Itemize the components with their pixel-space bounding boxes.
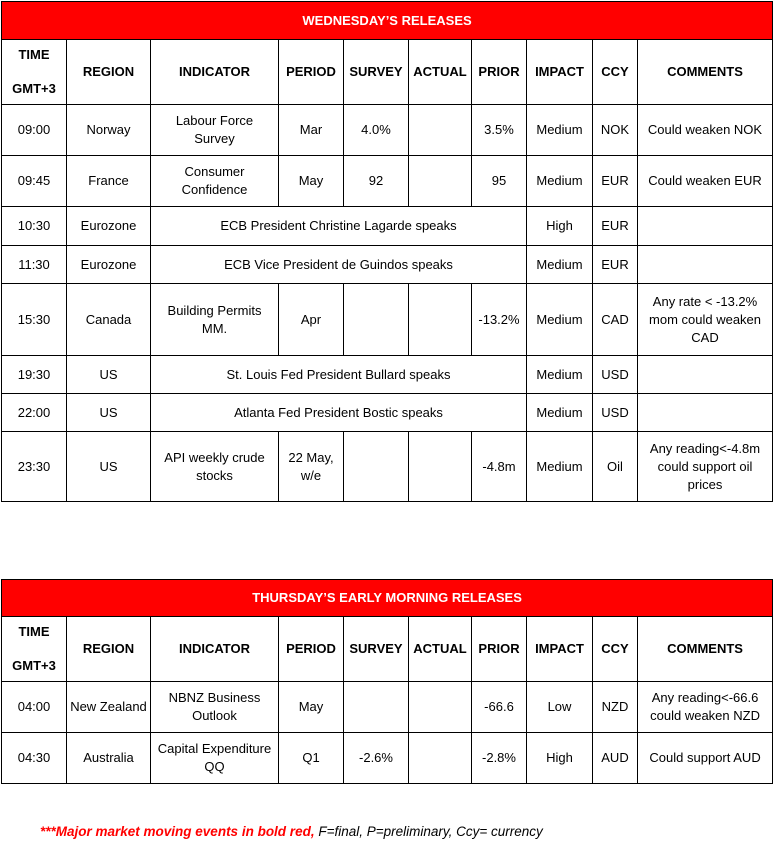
cell-indicator: ECB President Christine Lagarde speaks bbox=[151, 207, 527, 246]
cell-prior: -66.6 bbox=[472, 682, 527, 733]
cell-actual bbox=[409, 432, 472, 502]
cell-indicator: Building Permits MM. bbox=[151, 284, 279, 356]
cell-indicator: API weekly crude stocks bbox=[151, 432, 279, 502]
cell-time: 11:30 bbox=[2, 246, 67, 284]
cell-ccy: CAD bbox=[593, 284, 638, 356]
cell-actual bbox=[409, 733, 472, 784]
cell-time: 09:00 bbox=[2, 105, 67, 156]
wednesday-releases-table bbox=[1, 1, 773, 502]
header-ccy: CCY bbox=[593, 617, 638, 682]
table-row bbox=[2, 733, 773, 784]
cell-time: 10:30 bbox=[2, 207, 67, 246]
header-actual: ACTUAL bbox=[409, 617, 472, 682]
cell-region: Eurozone bbox=[67, 246, 151, 284]
header-survey: SURVEY bbox=[344, 40, 409, 105]
cell-region: Australia bbox=[67, 733, 151, 784]
cell-comments: Any reading<-66.6 could weaken NZD bbox=[638, 682, 773, 733]
header-region: REGION bbox=[67, 40, 151, 105]
cell-ccy: NOK bbox=[593, 105, 638, 156]
cell-indicator: NBNZ Business Outlook bbox=[151, 682, 279, 733]
cell-prior: 3.5% bbox=[472, 105, 527, 156]
header-ccy: CCY bbox=[593, 40, 638, 105]
cell-impact: Medium bbox=[527, 156, 593, 207]
cell-region: US bbox=[67, 432, 151, 502]
table-row bbox=[2, 246, 773, 284]
cell-actual bbox=[409, 682, 472, 733]
header-indicator: INDICATOR bbox=[151, 617, 279, 682]
cell-region: Canada bbox=[67, 284, 151, 356]
cell-comments bbox=[638, 394, 773, 432]
table-row bbox=[2, 105, 773, 156]
cell-comments: Could weaken EUR bbox=[638, 156, 773, 207]
cell-period: 22 May, w/e bbox=[279, 432, 344, 502]
cell-survey: 92 bbox=[344, 156, 409, 207]
cell-survey: -2.6% bbox=[344, 733, 409, 784]
cell-impact: Medium bbox=[527, 105, 593, 156]
cell-period: Q1 bbox=[279, 733, 344, 784]
cell-impact: High bbox=[527, 207, 593, 246]
header-indicator: INDICATOR bbox=[151, 40, 279, 105]
cell-comments: Any reading<-4.8m could support oil prices bbox=[638, 432, 773, 502]
cell-impact: High bbox=[527, 733, 593, 784]
cell-time: 04:00 bbox=[2, 682, 67, 733]
table-row bbox=[2, 432, 773, 502]
table-row bbox=[2, 284, 773, 356]
header-comments: COMMENTS bbox=[638, 40, 773, 105]
cell-actual bbox=[409, 105, 472, 156]
cell-indicator: St. Louis Fed President Bullard speaks bbox=[151, 356, 527, 394]
header-survey: SURVEY bbox=[344, 617, 409, 682]
header-row bbox=[2, 40, 773, 105]
cell-ccy: EUR bbox=[593, 207, 638, 246]
table-row bbox=[2, 156, 773, 207]
cell-indicator: Labour Force Survey bbox=[151, 105, 279, 156]
footnote bbox=[40, 824, 543, 839]
cell-impact: Medium bbox=[527, 246, 593, 284]
header-impact: IMPACT bbox=[527, 617, 593, 682]
cell-prior: -13.2% bbox=[472, 284, 527, 356]
header-actual: ACTUAL bbox=[409, 40, 472, 105]
cell-region: New Zealand bbox=[67, 682, 151, 733]
cell-period: May bbox=[279, 682, 344, 733]
table-row bbox=[2, 682, 773, 733]
cell-prior: 95 bbox=[472, 156, 527, 207]
header-comments: COMMENTS bbox=[638, 617, 773, 682]
cell-comments: Could support AUD bbox=[638, 733, 773, 784]
header-time: TIME GMT+3 bbox=[2, 40, 67, 105]
cell-time: 19:30 bbox=[2, 356, 67, 394]
footnote-highlight: ***Major market moving events in bold red, bbox=[40, 824, 315, 839]
header-row bbox=[2, 617, 773, 682]
cell-time: 23:30 bbox=[2, 432, 67, 502]
cell-impact: Medium bbox=[527, 356, 593, 394]
cell-survey bbox=[344, 682, 409, 733]
cell-impact: Medium bbox=[527, 284, 593, 356]
cell-comments: Could weaken NOK bbox=[638, 105, 773, 156]
cell-comments bbox=[638, 246, 773, 284]
cell-survey bbox=[344, 432, 409, 502]
cell-indicator: Capital Expenditure QQ bbox=[151, 733, 279, 784]
cell-time: 09:45 bbox=[2, 156, 67, 207]
cell-comments: Any rate < -13.2% mom could weaken CAD bbox=[638, 284, 773, 356]
cell-region: US bbox=[67, 394, 151, 432]
cell-prior: -4.8m bbox=[472, 432, 527, 502]
cell-impact: Low bbox=[527, 682, 593, 733]
thursday-title: THURSDAY’S EARLY MORNING RELEASES bbox=[2, 580, 773, 617]
cell-indicator: Consumer Confidence bbox=[151, 156, 279, 207]
cell-region: France bbox=[67, 156, 151, 207]
header-time: TIME GMT+3 bbox=[2, 617, 67, 682]
cell-period: May bbox=[279, 156, 344, 207]
cell-ccy: AUD bbox=[593, 733, 638, 784]
footnote-legend: F=final, P=preliminary, Ccy= currency bbox=[314, 824, 543, 839]
cell-indicator: Atlanta Fed President Bostic speaks bbox=[151, 394, 527, 432]
cell-actual bbox=[409, 284, 472, 356]
thursday-releases-table bbox=[1, 579, 773, 784]
header-prior: PRIOR bbox=[472, 40, 527, 105]
cell-period: Apr bbox=[279, 284, 344, 356]
cell-time: 22:00 bbox=[2, 394, 67, 432]
cell-region: US bbox=[67, 356, 151, 394]
cell-time: 04:30 bbox=[2, 733, 67, 784]
table-row bbox=[2, 356, 773, 394]
cell-survey bbox=[344, 284, 409, 356]
cell-comments bbox=[638, 356, 773, 394]
cell-ccy: NZD bbox=[593, 682, 638, 733]
header-prior: PRIOR bbox=[472, 617, 527, 682]
cell-survey: 4.0% bbox=[344, 105, 409, 156]
cell-indicator: ECB Vice President de Guindos speaks bbox=[151, 246, 527, 284]
cell-period: Mar bbox=[279, 105, 344, 156]
header-region: REGION bbox=[67, 617, 151, 682]
table-row bbox=[2, 207, 773, 246]
cell-time: 15:30 bbox=[2, 284, 67, 356]
header-period: PERIOD bbox=[279, 617, 344, 682]
cell-prior: -2.8% bbox=[472, 733, 527, 784]
header-impact: IMPACT bbox=[527, 40, 593, 105]
cell-ccy: EUR bbox=[593, 156, 638, 207]
cell-ccy: Oil bbox=[593, 432, 638, 502]
cell-ccy: USD bbox=[593, 394, 638, 432]
cell-region: Eurozone bbox=[67, 207, 151, 246]
wednesday-title: WEDNESDAY’S RELEASES bbox=[2, 2, 773, 40]
cell-actual bbox=[409, 156, 472, 207]
cell-comments bbox=[638, 207, 773, 246]
header-period: PERIOD bbox=[279, 40, 344, 105]
cell-ccy: USD bbox=[593, 356, 638, 394]
cell-region: Norway bbox=[67, 105, 151, 156]
cell-ccy: EUR bbox=[593, 246, 638, 284]
cell-impact: Medium bbox=[527, 394, 593, 432]
cell-impact: Medium bbox=[527, 432, 593, 502]
table-row bbox=[2, 394, 773, 432]
